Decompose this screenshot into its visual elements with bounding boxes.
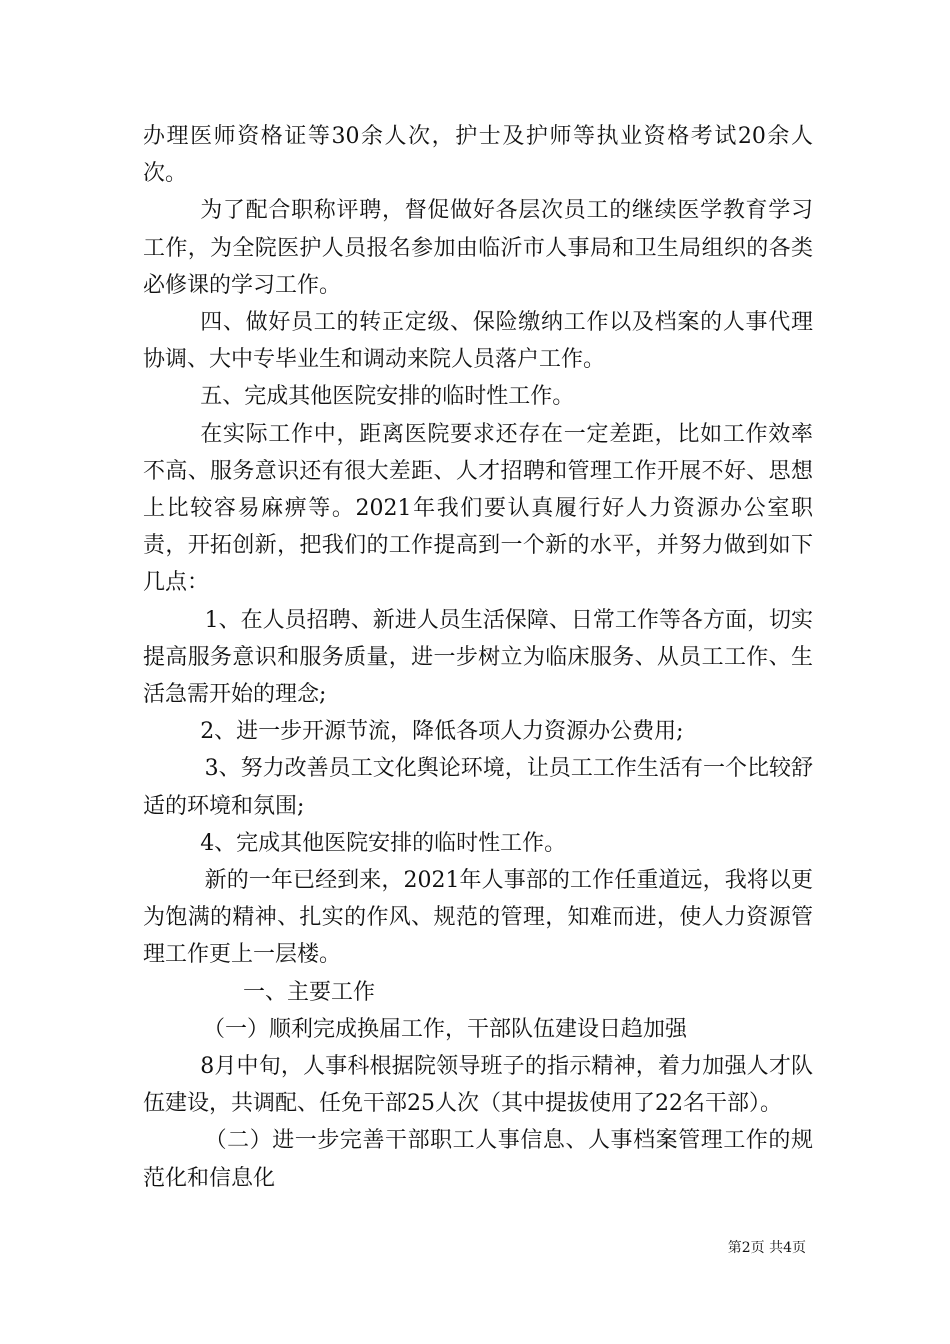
paragraph-education: 为了配合职称评聘，督促做好各层次员工的继续医学教育学习工作，为全院医护人员报名参加由临沂市人事局和卫生局组织的各类必修课的学习工作。 <box>143 198 813 298</box>
section-heading-main-work: 一、主要工作 <box>243 979 376 1005</box>
list-item-1: 1、在人员招聘、新进人员生活保障、日常工作等各方面，切实提高服务意识和服务质量，进一步树立为临床服务、从员工工作、生活急需开始的理念; <box>143 607 813 708</box>
list-item-4: 4、完成其他医院安排的临时性工作。 <box>200 830 567 856</box>
list-item-2: 2、进一步开源节流，降低各项人力资源办公费用; <box>200 719 684 745</box>
paragraph-cadre: 8月中旬，人事科根据院领导班子的指示精神，着力加强人才队伍建设，共调配、任免干部25人次（其中提拔使用了22名干部）。 <box>143 1054 813 1117</box>
paragraph-new-year: 新的一年已经到来，2021年人事部的工作任重道远，我将以更为饱满的精神、扎实的作风、规范的管理，知难而进，使人力资源管理工作更上一层楼。 <box>143 868 813 968</box>
page-number-footer: 第2页 共4页 <box>727 1240 806 1256</box>
paragraph-item-four: 四、做好员工的转正定级、保险缴纳工作以及档案的人事代理协调、大中专毕业生和调动来院人员落户工作。 <box>143 310 813 373</box>
paragraph-shortcomings: 在实际工作中，距离医院要求还存在一定差距，比如工作效率不高、服务意识还有很大差距、人才招聘和管理工作开展不好、思想上比较容易麻痹等。2021年我们要认真履行好人力资源办公室职责，开拓创新，把我们的工作提高到一个新的水平，并努力做到如下几点： <box>143 421 813 596</box>
subheading-archives: （二）进一步完善干部职工人事信息、人事档案管理工作的规范化和信息化 <box>143 1128 813 1191</box>
subheading-election: （一）顺利完成换届工作，干部队伍建设日趋加强 <box>203 1016 688 1042</box>
document-body <box>143 118 813 1197</box>
list-item-3: 3、努力改善员工文化舆论环境，让员工工作生活有一个比较舒适的环境和氛围; <box>143 756 813 819</box>
paragraph-item-five: 五、完成其他医院安排的临时性工作。 <box>200 384 575 410</box>
paragraph-continued: 办理医师资格证等30余人次，护士及护师等执业资格考试20余人次。 <box>143 124 813 187</box>
